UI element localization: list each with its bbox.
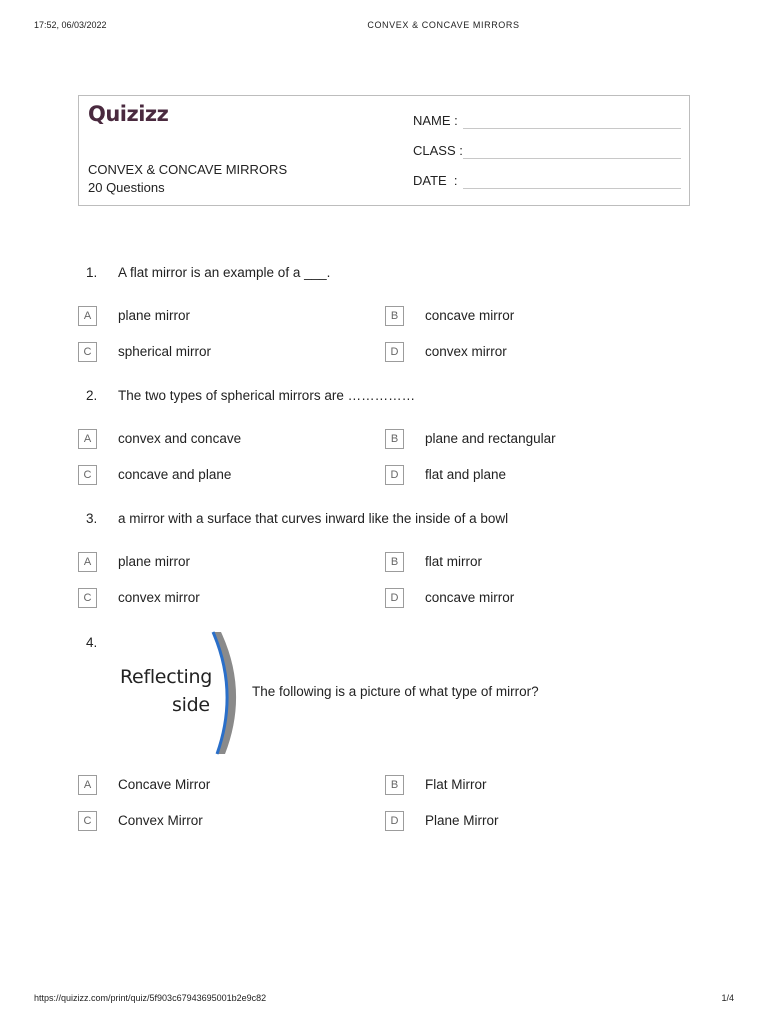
option-letter: A: [78, 775, 97, 795]
option-letter: A: [78, 552, 97, 572]
option-letter: D: [385, 465, 404, 485]
class-field-label: CLASS :: [413, 143, 463, 158]
option-text: concave and plane: [118, 467, 232, 482]
quizizz-logo: Quizizz: [88, 102, 169, 126]
option-letter: C: [78, 811, 97, 831]
option-text: convex and concave: [118, 431, 242, 446]
question-text: The two types of spherical mirrors are ……………: [118, 388, 416, 403]
class-field-line[interactable]: [463, 158, 681, 159]
option-letter: C: [78, 588, 97, 608]
option-text: plane and rectangular: [425, 431, 556, 446]
figure-label-reflecting: Reflecting: [120, 666, 212, 688]
option-letter: D: [385, 811, 404, 831]
question-count: 20 Questions: [88, 180, 165, 195]
mirror-back: [213, 632, 236, 754]
question-number: 1.: [86, 265, 98, 280]
question-text: The following is a picture of what type of mirror?: [252, 684, 539, 699]
question-text: A flat mirror is an example of a ___.: [118, 265, 331, 280]
option-text: flat mirror: [425, 554, 482, 569]
quiz-title: CONVEX & CONCAVE MIRRORS: [88, 162, 288, 177]
question-number: 2.: [86, 388, 98, 403]
option-text: flat and plane: [425, 467, 507, 482]
option-letter: C: [78, 465, 97, 485]
option-letter: B: [385, 775, 404, 795]
mirror-figure: [117, 630, 247, 758]
date-field-line[interactable]: [463, 188, 681, 189]
option-text: Plane Mirror: [425, 813, 499, 828]
convex-mirror-shape: [205, 630, 245, 758]
option-letter: D: [385, 588, 404, 608]
option-text: spherical mirror: [118, 344, 212, 359]
print-datetime: 17:52, 06/03/2022: [34, 20, 107, 30]
option-letter: B: [385, 552, 404, 572]
option-text: plane mirror: [118, 554, 191, 569]
option-letter: D: [385, 342, 404, 362]
print-title: CONVEX & CONCAVE MIRRORS: [367, 20, 520, 30]
figure-label-side: side: [172, 694, 210, 716]
date-field-label: DATE :: [413, 173, 458, 188]
name-field-label: NAME :: [413, 113, 458, 128]
option-text: Convex Mirror: [118, 813, 203, 828]
option-text: concave mirror: [425, 590, 515, 605]
option-letter: A: [78, 429, 97, 449]
option-letter: B: [385, 429, 404, 449]
option-text: convex mirror: [118, 590, 200, 605]
option-letter: C: [78, 342, 97, 362]
option-text: Concave Mirror: [118, 777, 211, 792]
name-field-line[interactable]: [463, 128, 681, 129]
option-text: plane mirror: [118, 308, 191, 323]
option-text: convex mirror: [425, 344, 507, 359]
option-letter: A: [78, 306, 97, 326]
question-number: 3.: [86, 511, 98, 526]
page-number: 1/4: [721, 993, 734, 1003]
option-text: concave mirror: [425, 308, 515, 323]
print-url[interactable]: https://quizizz.com/print/quiz/5f903c67943695001b2e9c82: [34, 993, 267, 1003]
option-text: Flat Mirror: [425, 777, 487, 792]
question-text: a mirror with a surface that curves inward like the inside of a bowl: [118, 511, 509, 526]
option-letter: B: [385, 306, 404, 326]
quiz-info-box: [78, 95, 690, 206]
question-number: 4.: [86, 635, 98, 650]
